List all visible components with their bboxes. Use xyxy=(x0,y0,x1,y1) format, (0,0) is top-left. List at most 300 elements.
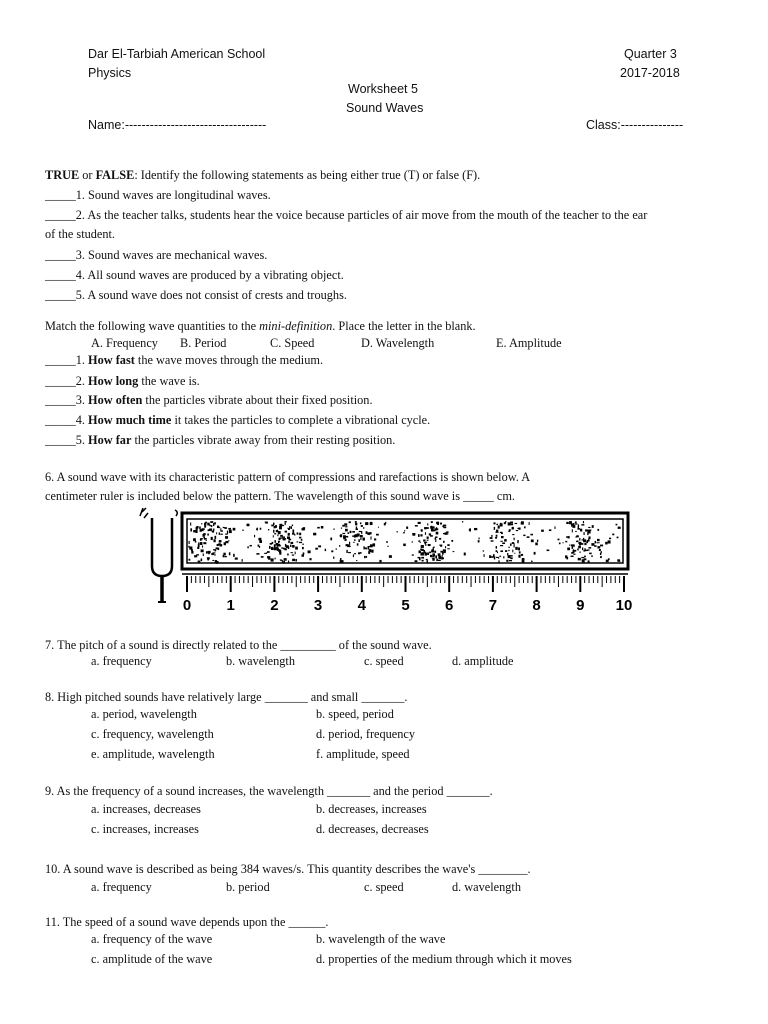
air-particle xyxy=(357,543,359,545)
air-particle xyxy=(204,538,207,540)
air-particle xyxy=(360,535,363,537)
air-particle xyxy=(212,560,214,561)
match-option-a: A. Frequency xyxy=(91,336,158,350)
air-particle xyxy=(519,551,521,553)
air-particle xyxy=(531,561,533,562)
air-particle xyxy=(431,549,433,552)
air-particle xyxy=(572,529,573,532)
class-field[interactable]: Class:--------------- xyxy=(586,118,684,132)
air-particle xyxy=(200,529,202,532)
air-particle xyxy=(415,525,418,526)
air-particle xyxy=(373,543,376,546)
air-particle xyxy=(279,524,282,527)
air-particle xyxy=(597,539,600,541)
air-particle xyxy=(592,525,594,528)
air-particle xyxy=(512,528,514,529)
air-particle xyxy=(201,523,202,524)
air-particle xyxy=(595,541,596,543)
air-particle xyxy=(571,556,574,557)
air-particle xyxy=(420,534,422,536)
air-particle xyxy=(367,532,370,535)
air-particle xyxy=(288,528,290,530)
air-particle xyxy=(302,547,304,549)
air-particle xyxy=(196,526,198,528)
air-particle xyxy=(442,552,444,555)
air-particle xyxy=(510,522,513,524)
air-tube xyxy=(182,513,628,569)
air-particle xyxy=(247,524,250,527)
air-particle xyxy=(523,535,525,536)
ruler-label: 6 xyxy=(445,597,454,614)
air-particle xyxy=(435,536,437,538)
q7-option-b[interactable]: b. wavelength xyxy=(226,654,295,668)
air-particle xyxy=(430,534,431,536)
air-particle xyxy=(353,554,354,557)
air-particle xyxy=(349,542,350,545)
air-particle xyxy=(309,558,311,560)
air-particle xyxy=(501,536,504,538)
air-particle xyxy=(283,538,286,540)
air-particle xyxy=(427,537,429,539)
ruler-label: 2 xyxy=(270,597,279,614)
air-particle xyxy=(443,557,444,559)
air-particle xyxy=(279,552,281,554)
air-particle xyxy=(274,547,277,550)
air-particle xyxy=(223,555,224,558)
air-particle xyxy=(494,556,495,559)
air-particle xyxy=(438,560,441,561)
air-particle xyxy=(510,555,513,556)
true-false-instructions xyxy=(45,168,480,183)
air-particle xyxy=(512,550,513,553)
air-particle xyxy=(500,550,503,552)
tf-item-4[interactable]: _____4. All sound waves are produced by a vibrating object. xyxy=(45,268,344,282)
air-particle xyxy=(193,538,196,541)
q11-option-b[interactable]: b. wavelength of the wave xyxy=(316,932,446,946)
air-particle xyxy=(435,555,437,558)
air-particle xyxy=(531,539,534,542)
q8-option-d[interactable]: d. period, frequency xyxy=(316,727,416,741)
air-particle xyxy=(579,552,580,553)
air-particle xyxy=(366,556,367,558)
air-particle xyxy=(498,557,499,559)
tf-item-2[interactable]: _____2. As the teacher talks, students hear the voice because particles of air move from the mouth of the teacher to the ear xyxy=(45,208,648,222)
air-particle xyxy=(204,523,206,526)
air-particle xyxy=(578,558,581,561)
air-particle xyxy=(618,561,620,562)
air-particle xyxy=(439,538,441,540)
air-particle xyxy=(190,528,192,531)
tf-item-3[interactable]: _____3. Sound waves are mechanical waves. xyxy=(45,248,268,262)
name-field[interactable]: Name:---------------------------------- xyxy=(88,118,267,132)
air-particle xyxy=(535,542,537,545)
air-particle xyxy=(315,548,318,550)
air-particle xyxy=(219,540,222,542)
air-particle xyxy=(581,524,584,525)
air-particle xyxy=(287,536,290,539)
air-particle xyxy=(295,552,296,555)
air-particle xyxy=(588,527,590,528)
air-particle xyxy=(291,552,293,553)
air-particle xyxy=(597,542,600,543)
air-particle xyxy=(220,534,223,535)
air-particle xyxy=(578,546,581,549)
air-particle xyxy=(503,556,504,558)
air-particle xyxy=(299,542,302,543)
worksheet-topic: Sound Waves xyxy=(346,101,424,115)
air-particle xyxy=(189,559,191,561)
air-particle xyxy=(267,556,270,558)
air-particle xyxy=(618,527,621,529)
air-particle xyxy=(420,542,421,543)
ruler-label: 10 xyxy=(615,597,633,614)
air-particle xyxy=(269,546,271,549)
air-particle xyxy=(516,530,518,531)
air-particle xyxy=(589,553,592,555)
air-particle xyxy=(573,544,574,546)
air-particle xyxy=(433,529,436,531)
air-particle xyxy=(358,539,359,542)
air-particle xyxy=(612,534,614,536)
subject-name: Physics xyxy=(88,66,132,80)
air-particle xyxy=(447,533,448,534)
q6-text-line2[interactable]: centimeter ruler is included below the pattern. The wavelength of this sound wave is _____ cm. xyxy=(45,489,516,503)
air-particle xyxy=(389,555,392,558)
air-particle xyxy=(584,556,586,558)
school-name: Dar El-Tarbiah American School xyxy=(88,47,266,61)
air-particle xyxy=(214,554,215,556)
air-particle xyxy=(370,536,371,539)
air-particle xyxy=(267,551,270,553)
air-particle xyxy=(586,541,588,543)
q8-option-a[interactable]: a. period, wavelength xyxy=(91,707,197,721)
air-particle xyxy=(346,550,347,553)
air-particle xyxy=(317,527,320,529)
air-particle xyxy=(272,542,274,544)
air-particle xyxy=(387,546,388,547)
air-particle xyxy=(297,541,299,542)
tf-item-5[interactable]: _____5. A sound wave does not consist of crests and troughs. xyxy=(45,288,347,302)
air-particle xyxy=(527,536,530,538)
air-particle xyxy=(522,558,525,560)
air-particle xyxy=(424,539,425,541)
air-particle xyxy=(498,560,499,562)
air-particle xyxy=(225,536,228,539)
air-particle xyxy=(203,533,205,535)
air-particle xyxy=(273,530,274,533)
air-particle xyxy=(210,521,213,523)
air-particle xyxy=(276,530,278,532)
air-particle xyxy=(257,528,258,531)
air-particle xyxy=(194,555,197,557)
air-particle xyxy=(200,538,203,539)
air-particle xyxy=(446,531,448,533)
q7-option-a[interactable]: a. frequency xyxy=(91,654,152,668)
q8-option-c[interactable]: c. frequency, wavelength xyxy=(91,727,214,741)
air-particle xyxy=(515,523,518,524)
air-particle xyxy=(566,522,568,524)
air-particle xyxy=(418,522,421,524)
air-particle xyxy=(218,527,220,528)
air-particle xyxy=(505,521,506,522)
air-particle xyxy=(435,539,436,542)
air-particle xyxy=(292,559,295,561)
air-particle xyxy=(282,560,283,563)
air-particle xyxy=(279,545,281,546)
air-particle xyxy=(201,558,203,561)
q10-option-b[interactable]: b. period xyxy=(226,880,270,894)
air-particle xyxy=(507,553,508,556)
q11-option-c[interactable]: c. amplitude of the wave xyxy=(91,952,213,966)
air-particle xyxy=(274,544,276,547)
air-particle xyxy=(512,542,514,544)
air-particle xyxy=(318,545,321,547)
air-particle xyxy=(360,522,361,524)
air-particle xyxy=(191,549,193,551)
q9-option-b[interactable]: b. decreases, increases xyxy=(316,802,427,816)
air-particle xyxy=(403,532,405,533)
air-particle xyxy=(290,545,291,547)
air-particle xyxy=(582,547,583,550)
air-particle xyxy=(443,549,446,551)
q10-option-c[interactable]: c. speed xyxy=(364,880,404,894)
air-particle xyxy=(242,559,243,562)
air-particle xyxy=(313,533,316,536)
air-particle xyxy=(203,553,204,556)
air-particle xyxy=(424,527,426,529)
air-particle xyxy=(363,546,364,549)
ruler-label: 5 xyxy=(401,597,410,614)
air-particle xyxy=(418,541,420,542)
centimeter-ruler xyxy=(182,574,632,614)
air-particle xyxy=(378,527,379,528)
air-particle xyxy=(451,540,453,542)
air-particle xyxy=(508,547,509,548)
air-particle xyxy=(502,542,505,544)
air-particle xyxy=(279,526,282,529)
air-particle xyxy=(424,542,427,543)
air-particle xyxy=(292,533,294,535)
air-particle xyxy=(224,556,227,557)
match-item-4[interactable]: _____4. How much time it takes the particles to complete a vibrational cycle. xyxy=(45,413,431,427)
air-particle xyxy=(583,561,585,564)
air-particle xyxy=(496,546,497,549)
air-particle xyxy=(279,538,280,540)
air-particle xyxy=(576,535,579,537)
air-particle xyxy=(213,523,214,526)
air-particle xyxy=(508,522,511,525)
air-particle xyxy=(419,557,421,560)
air-particle xyxy=(601,551,602,553)
air-particle xyxy=(219,532,220,534)
air-particle xyxy=(209,528,212,530)
air-particle xyxy=(200,542,203,545)
air-particle xyxy=(206,540,207,541)
air-particle xyxy=(360,538,361,541)
q6-text-line1: 6. A sound wave with its characteristic pattern of compressions and rarefactions is shown below. A xyxy=(45,470,531,484)
air-particle xyxy=(258,538,261,541)
air-particle xyxy=(333,556,334,558)
air-particle xyxy=(421,545,424,548)
air-particle xyxy=(211,537,213,540)
air-particle xyxy=(584,543,586,545)
match-item-3[interactable]: _____3. How often the particles vibrate about their fixed position. xyxy=(45,393,373,407)
air-particle xyxy=(349,521,351,523)
air-particle xyxy=(208,551,211,553)
air-particle xyxy=(333,529,335,530)
air-particle xyxy=(203,542,206,544)
air-particle xyxy=(495,537,497,539)
match-item-1[interactable]: _____1. How fast the wave moves through the medium. xyxy=(45,353,324,367)
air-particle xyxy=(354,553,356,554)
air-particle xyxy=(484,554,485,557)
air-particle xyxy=(207,557,210,559)
air-particle xyxy=(250,545,252,546)
air-particle xyxy=(297,533,299,535)
q7-option-d[interactable]: d. amplitude xyxy=(452,654,514,668)
air-particle xyxy=(359,531,362,532)
air-particle xyxy=(321,526,324,529)
air-particle xyxy=(464,553,466,556)
air-particle xyxy=(427,552,429,555)
q10-option-d[interactable]: d. wavelength xyxy=(452,880,521,894)
air-particle xyxy=(264,553,267,554)
air-particle xyxy=(586,530,589,532)
air-particle xyxy=(427,523,428,525)
air-particle xyxy=(227,531,228,534)
q11-option-d[interactable]: d. properties of the medium through which it moves xyxy=(316,952,572,966)
air-particle xyxy=(224,542,226,545)
air-particle xyxy=(474,528,477,530)
air-particle xyxy=(242,530,243,531)
air-particle xyxy=(568,536,570,538)
air-particle xyxy=(565,555,567,558)
air-particle xyxy=(575,531,577,532)
air-particle xyxy=(201,528,203,531)
air-particle xyxy=(325,549,326,551)
q9-option-d[interactable]: d. decreases, decreases xyxy=(316,822,429,836)
air-particle xyxy=(510,524,513,525)
air-particle xyxy=(577,548,579,550)
air-particle xyxy=(537,540,538,542)
air-particle xyxy=(422,560,424,562)
air-particle xyxy=(356,560,357,561)
air-particle xyxy=(299,533,301,536)
tf-item-2-continued: of the student. xyxy=(45,227,116,241)
air-particle xyxy=(215,536,217,539)
air-particle xyxy=(424,552,426,554)
air-particle xyxy=(363,538,365,541)
air-particle xyxy=(444,551,446,553)
air-particle xyxy=(195,530,197,533)
air-particle xyxy=(462,521,463,522)
q8-option-f[interactable]: f. amplitude, speed xyxy=(316,747,410,761)
ruler-label: 9 xyxy=(576,597,585,614)
air-particle xyxy=(580,529,582,532)
q9-stem: 9. As the frequency of a sound increases, the wavelength _______ and the period _______. xyxy=(45,784,493,798)
q7-option-c[interactable]: c. speed xyxy=(364,654,404,668)
air-particle xyxy=(287,554,289,556)
air-particle xyxy=(447,548,450,549)
air-particle xyxy=(579,538,580,541)
false-word: FALSE xyxy=(95,168,135,182)
air-particle xyxy=(292,529,294,532)
air-particle xyxy=(582,539,585,540)
q7-stem: 7. The pitch of a sound is directly related to the _________ of the sound wave. xyxy=(45,638,432,652)
air-particle xyxy=(220,528,221,531)
air-particle xyxy=(600,545,603,547)
q9-option-a[interactable]: a. increases, decreases xyxy=(91,802,201,816)
air-particle xyxy=(285,522,286,525)
air-particle xyxy=(341,528,342,529)
match-option-d: D. Wavelength xyxy=(361,336,435,350)
air-particle xyxy=(510,543,512,545)
air-particle xyxy=(440,523,442,525)
air-particle xyxy=(478,538,479,540)
air-particle xyxy=(421,557,424,559)
air-particle xyxy=(549,529,551,531)
air-particle xyxy=(339,545,340,547)
air-particle xyxy=(575,523,577,524)
air-particle xyxy=(233,528,236,531)
air-particle xyxy=(428,544,431,546)
air-particle xyxy=(576,541,578,542)
air-particle xyxy=(447,544,449,546)
air-particle xyxy=(608,540,611,543)
air-particle xyxy=(261,556,264,558)
q10-option-a[interactable]: a. frequency xyxy=(91,880,152,894)
air-particle xyxy=(563,542,564,543)
air-particle xyxy=(597,546,600,548)
air-particle xyxy=(524,526,526,528)
air-particle xyxy=(331,550,333,552)
match-item-5[interactable]: _____5. How far the particles vibrate away from their resting position. xyxy=(45,433,396,447)
air-particle xyxy=(228,540,229,541)
air-particle xyxy=(567,548,570,551)
q8-option-b[interactable]: b. speed, period xyxy=(316,707,394,721)
match-item-2[interactable]: _____2. How long the wave is. xyxy=(45,374,200,388)
air-particle xyxy=(426,559,428,560)
air-particle xyxy=(301,554,304,556)
tf-item-1[interactable]: _____1. Sound waves are longitudinal waves. xyxy=(45,188,271,202)
air-particle xyxy=(228,528,231,529)
air-particle xyxy=(453,551,455,552)
air-particle xyxy=(578,526,579,529)
air-particle xyxy=(193,530,195,532)
q8-option-e[interactable]: e. amplitude, wavelength xyxy=(91,747,215,761)
air-particle xyxy=(517,540,518,543)
air-particle xyxy=(216,547,219,549)
air-particle xyxy=(354,539,356,540)
air-particle xyxy=(500,545,503,546)
air-particle xyxy=(188,546,189,548)
air-particle xyxy=(289,526,290,528)
air-particle xyxy=(352,531,355,532)
air-particle xyxy=(213,539,215,542)
air-particle xyxy=(356,526,357,529)
instructions-rest: : Identify the following statements as being either true (T) or false (F). xyxy=(134,168,481,182)
worksheet-title: Worksheet 5 xyxy=(348,82,418,96)
air-particle xyxy=(340,560,342,563)
air-particle xyxy=(522,560,525,563)
air-particle xyxy=(490,537,493,539)
air-particle xyxy=(600,556,602,558)
q9-option-c[interactable]: c. increases, increases xyxy=(91,822,199,836)
air-particle xyxy=(508,550,509,551)
q11-option-a[interactable]: a. frequency of the wave xyxy=(91,932,213,946)
match-option-c: C. Speed xyxy=(270,336,315,350)
air-particle xyxy=(425,532,426,535)
